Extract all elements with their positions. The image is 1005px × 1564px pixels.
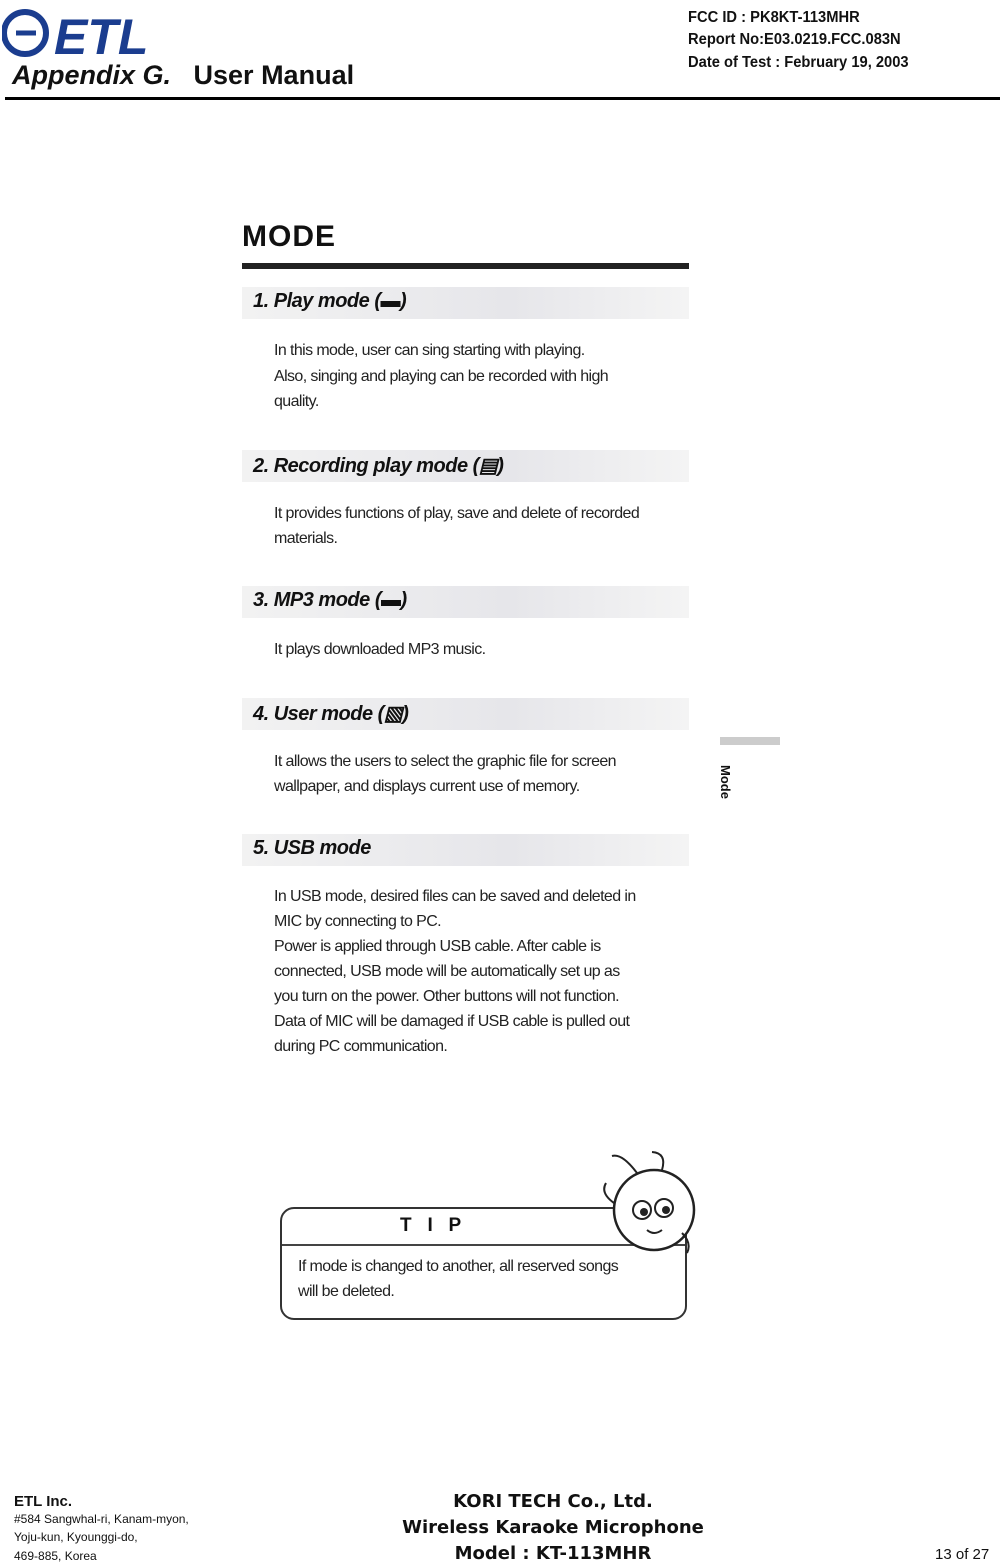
footer-model: Model : KT-113MHR (454, 1543, 652, 1564)
tip-line: will be deleted. (298, 1283, 395, 1300)
body-line: In USB mode, desired files can be saved and deleted in (274, 888, 636, 905)
footer-address: #584 Sangwhal-ri, Kanam-myon, (14, 1512, 189, 1526)
etl-logo (2, 8, 172, 58)
fcc-id: FCC ID : PK8KT-113MHR (688, 9, 860, 26)
header-rule (5, 97, 1000, 100)
body-line: It plays downloaded MP3 music. (274, 641, 486, 658)
body-line: In this mode, user can sing starting with playing. (274, 342, 585, 359)
footer-address: 469-885, Korea (14, 1549, 97, 1563)
page-number: 13 of 27 (935, 1546, 990, 1563)
section-heading: 1. Play mode (▬) (253, 290, 407, 312)
section-heading: 5. USB mode (253, 837, 371, 859)
tip-line: If mode is changed to another, all reserved songs (298, 1258, 619, 1275)
test-date: Date of Test : February 19, 2003 (688, 54, 909, 71)
body-line: quality. (274, 393, 319, 410)
body-line: MIC by connecting to PC. (274, 913, 442, 930)
tip-title: T I P (400, 1215, 462, 1236)
footer-address: Yoju-kun, Kyounggi-do, (14, 1530, 138, 1544)
footer-company: ETL Inc. (14, 1493, 73, 1510)
body-line: materials. (274, 530, 338, 547)
body-line: It allows the users to select the graphic file for screen (274, 753, 616, 770)
body-line: Power is applied through USB cable. After cable is (274, 938, 601, 955)
section-heading: 4. User mode (▧) (253, 703, 409, 725)
body-line: connected, USB mode will be automatically set up as (274, 963, 620, 980)
document-title (12, 60, 354, 91)
section-heading: 3. MP3 mode (▬) (253, 589, 407, 611)
footer-manufacturer: KORI TECH Co., Ltd. (453, 1491, 653, 1512)
side-tab-label: Mode (718, 765, 733, 799)
svg-text:ETL: ETL (54, 9, 149, 58)
footer-product: Wireless Karaoke Microphone (402, 1517, 704, 1538)
body-line: wallpaper, and displays current use of memory. (274, 778, 580, 795)
title-bar (242, 263, 689, 269)
page-title: MODE (242, 220, 336, 253)
mascot-icon (592, 1148, 702, 1268)
body-line: Data of MIC will be damaged if USB cable is pulled out (274, 1013, 630, 1030)
body-line: Also, singing and playing can be recorded with high (274, 368, 609, 385)
body-line: you turn on the power. Other buttons will not function. (274, 988, 620, 1005)
side-tab-bar (720, 737, 780, 745)
body-line: during PC communication. (274, 1038, 448, 1055)
report-no: Report No:E03.0219.FCC.083N (688, 31, 901, 48)
appendix-label: Appendix G. (12, 60, 172, 90)
manual-label: User Manual (193, 60, 355, 90)
body-line: It provides functions of play, save and delete of recorded (274, 505, 640, 522)
section-heading: 2. Recording play mode (▤) (253, 455, 504, 477)
